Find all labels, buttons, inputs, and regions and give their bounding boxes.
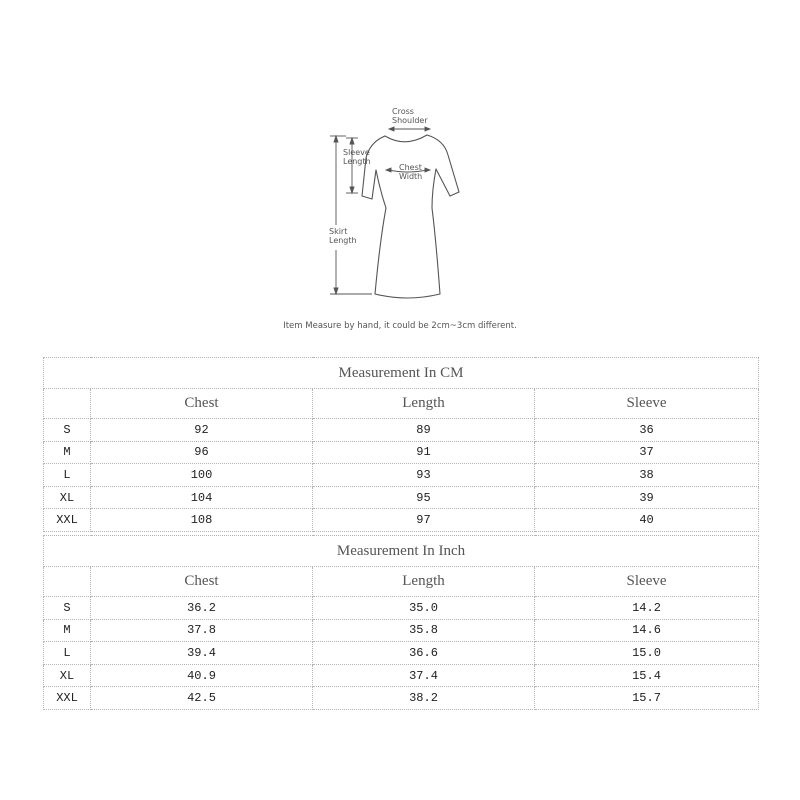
sleeve-length-label-2: Length — [343, 157, 371, 166]
header-cell-length: Length — [313, 567, 535, 597]
size-cell: XL — [44, 664, 91, 687]
table-row — [44, 687, 759, 710]
measurement-note: Item Measure by hand, it could be 2cm~3cm different. — [283, 321, 517, 331]
dress-measurement-diagram — [0, 0, 800, 320]
cross-shoulder-label: Cross — [392, 107, 414, 116]
header-cell-chest: Chest — [91, 389, 313, 419]
header-cell-sleeve: Sleeve — [535, 567, 759, 597]
chest-cell: 92 — [91, 419, 313, 442]
length-cell: 36.6 — [313, 642, 535, 665]
size-cell: XXL — [44, 687, 91, 710]
table-row — [44, 464, 759, 487]
table-row — [44, 509, 759, 532]
size-cell: XL — [44, 486, 91, 509]
chest-width-label: Chest — [399, 163, 422, 172]
chest-cell: 36.2 — [91, 597, 313, 620]
size-cell: XXL — [44, 509, 91, 532]
table-title: Measurement In CM — [44, 358, 759, 389]
sleeve-length-label: Sleeve — [343, 148, 370, 157]
size-cell: M — [44, 619, 91, 642]
sleeve-cell: 14.2 — [535, 597, 759, 620]
chest-cell: 42.5 — [91, 687, 313, 710]
length-cell: 35.0 — [313, 597, 535, 620]
table-row — [44, 486, 759, 509]
table-title: Measurement In Inch — [44, 536, 759, 567]
header-cell-length: Length — [313, 389, 535, 419]
header-cell-sleeve: Sleeve — [535, 389, 759, 419]
length-cell: 35.8 — [313, 619, 535, 642]
chest-cell: 104 — [91, 486, 313, 509]
table-row — [44, 441, 759, 464]
sleeve-cell: 38 — [535, 464, 759, 487]
length-cell: 37.4 — [313, 664, 535, 687]
cross-shoulder-label-2: Shoulder — [392, 116, 428, 125]
size-cell: L — [44, 464, 91, 487]
sleeve-cell: 36 — [535, 419, 759, 442]
chest-cell: 37.8 — [91, 619, 313, 642]
skirt-length-label-2: Length — [329, 236, 357, 245]
length-cell: 38.2 — [313, 687, 535, 710]
length-cell: 89 — [313, 419, 535, 442]
table-row — [44, 664, 759, 687]
chest-cell: 40.9 — [91, 664, 313, 687]
skirt-length-label: Skirt — [329, 227, 348, 236]
header-cell-size — [44, 389, 91, 419]
cross-shoulder-arrow — [389, 127, 430, 131]
length-cell: 97 — [313, 509, 535, 532]
length-cell: 93 — [313, 464, 535, 487]
table-row — [44, 619, 759, 642]
table-row — [44, 642, 759, 665]
chest-width-label-2: Width — [399, 172, 423, 181]
chest-cell: 108 — [91, 509, 313, 532]
header-cell-size — [44, 567, 91, 597]
size-table-inch — [43, 535, 759, 710]
sleeve-cell: 39 — [535, 486, 759, 509]
chest-cell: 100 — [91, 464, 313, 487]
sleeve-cell: 15.0 — [535, 642, 759, 665]
length-cell: 91 — [313, 441, 535, 464]
header-cell-chest: Chest — [91, 567, 313, 597]
sleeve-cell: 40 — [535, 509, 759, 532]
size-table-cm — [43, 357, 759, 532]
size-cell: L — [44, 642, 91, 665]
sleeve-cell: 14.6 — [535, 619, 759, 642]
length-cell: 95 — [313, 486, 535, 509]
size-cell: S — [44, 419, 91, 442]
sleeve-cell: 15.4 — [535, 664, 759, 687]
chest-cell: 96 — [91, 441, 313, 464]
table-row — [44, 597, 759, 620]
chest-cell: 39.4 — [91, 642, 313, 665]
size-cell: S — [44, 597, 91, 620]
sleeve-cell: 37 — [535, 441, 759, 464]
sleeve-cell: 15.7 — [535, 687, 759, 710]
table-row — [44, 419, 759, 442]
dress-outline — [362, 135, 459, 298]
size-cell: M — [44, 441, 91, 464]
